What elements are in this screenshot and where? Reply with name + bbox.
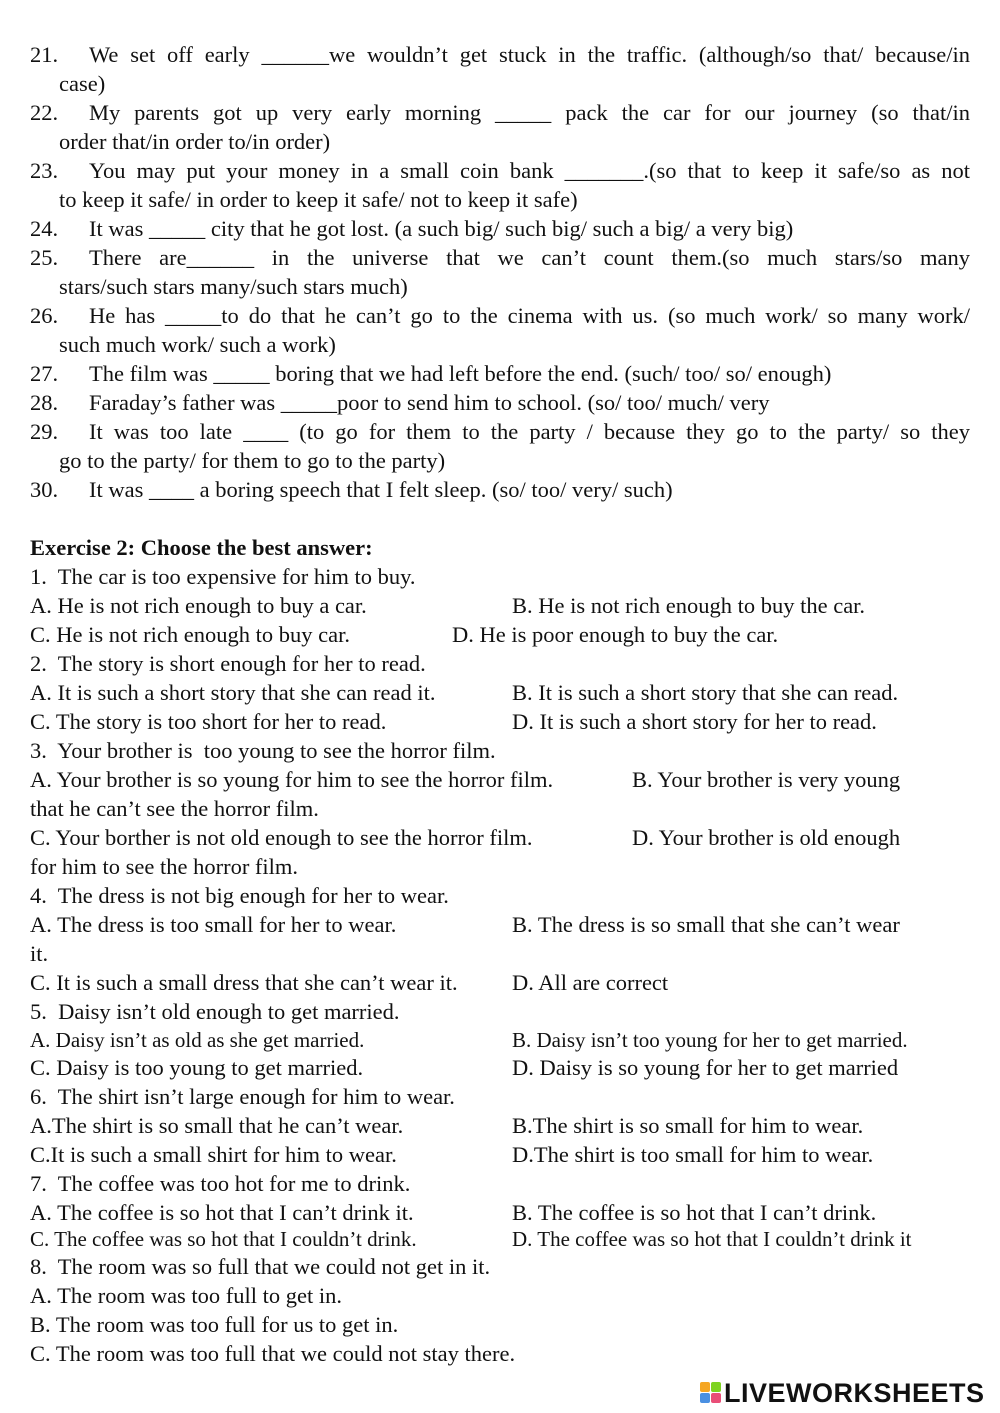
option-d-continued: for him to see the horror film. xyxy=(30,854,299,879)
logo-text: LIVEWORKSHEETS xyxy=(724,1377,985,1408)
question-7: 7. The coffee was too hot for me to drink. xyxy=(30,1171,411,1196)
option-b: B. The room was too full for us to get in. xyxy=(30,1312,399,1337)
item-number: 23. xyxy=(30,158,59,183)
option-b-continued: it. xyxy=(30,941,49,966)
item-number: 27. xyxy=(30,361,59,386)
item-number: 26. xyxy=(30,303,59,328)
item-number: 24. xyxy=(30,216,59,241)
question-2: 2. The story is short enough for her to read. xyxy=(30,651,426,676)
item-text-continued: order that/in order to/in order) xyxy=(59,129,331,154)
item-text: The film was _____ boring that we had left before the end. (such/ too/ so/ enough) xyxy=(89,361,832,386)
item-number: 28. xyxy=(30,390,59,415)
item-text: It was ____ a boring speech that I felt sleep. (so/ too/ very/ such) xyxy=(89,477,673,502)
item-text: We set off early ______we wouldn’t get stuck in the traffic. (although/so that/ because/in xyxy=(89,42,970,67)
item-number: 22. xyxy=(30,100,59,125)
option-a: A. The coffee is so hot that I can’t drink it. xyxy=(30,1200,414,1225)
option-a: A. Your brother is so young for him to see the horror film. xyxy=(30,767,554,792)
question-6: 6. The shirt isn’t large enough for him to wear. xyxy=(30,1084,455,1109)
question-1: 1. The car is too expensive for him to buy. xyxy=(30,564,416,589)
item-text: There are______ in the universe that we can’t count them.(so much stars/so many xyxy=(89,245,970,270)
item-number: 29. xyxy=(30,419,59,444)
option-a: A. The room was too full to get in. xyxy=(30,1283,343,1308)
option-d: D. The coffee was so hot that I couldn’t drink it xyxy=(512,1227,912,1251)
item-text: My parents got up very early morning _____ pack the car for our journey (so that/in xyxy=(89,100,970,125)
option-a: A. Daisy isn’t as old as she get married. xyxy=(30,1028,365,1052)
option-c: C. He is not rich enough to buy car. xyxy=(30,622,350,647)
option-d: D.The shirt is too small for him to wear. xyxy=(512,1142,874,1167)
item-number: 30. xyxy=(30,477,59,502)
logo-mark-icon xyxy=(700,1382,722,1404)
question-4: 4. The dress is not big enough for her to wear. xyxy=(30,883,449,908)
question-3: 3. Your brother is too young to see the horror film. xyxy=(30,738,496,763)
question-5: 5. Daisy isn’t old enough to get married. xyxy=(30,999,400,1024)
item-text: He has _____to do that he can’t go to the cinema with us. (so much work/ so many work/ xyxy=(89,303,970,328)
option-b: B. The coffee is so hot that I can’t drink. xyxy=(512,1200,877,1225)
option-b: B. Your brother is very young xyxy=(632,767,901,792)
option-a: A. It is such a short story that she can read it. xyxy=(30,680,436,705)
option-b: B.The shirt is so small for him to wear. xyxy=(512,1113,864,1138)
item-number: 25. xyxy=(30,245,59,270)
item-text: It was too late ____ (to go for them to the party / because they go to the party/ so they xyxy=(89,419,970,444)
exercise-2-heading: Exercise 2: Choose the best answer: xyxy=(30,535,373,560)
option-d: D. Your brother is old enough xyxy=(632,825,901,850)
liveworksheets-logo[interactable] xyxy=(700,1378,985,1408)
item-text-continued: such much work/ such a work) xyxy=(59,332,336,357)
option-c: C. The coffee was so hot that I couldn’t drink. xyxy=(30,1227,417,1251)
option-a: A. The dress is too small for her to wear. xyxy=(30,912,397,937)
item-text: Faraday’s father was _____poor to send him to school. (so/ too/ much/ very xyxy=(89,390,770,415)
option-b: B. Daisy isn’t too young for her to get married. xyxy=(512,1028,908,1052)
option-c: C. It is such a small dress that she can’t wear it. xyxy=(30,970,458,995)
item-text: It was _____ city that he got lost. (a such big/ such big/ such a big/ a very big) xyxy=(89,216,794,241)
option-c: C. Your borther is not old enough to see the horror film. xyxy=(30,825,533,850)
item-text-continued: stars/such stars many/such stars much) xyxy=(59,274,408,299)
option-c: C.It is such a small shirt for him to wear. xyxy=(30,1142,397,1167)
option-b: B. The dress is so small that she can’t wear xyxy=(512,912,900,937)
option-c: C. The room was too full that we could not stay there. xyxy=(30,1341,516,1366)
option-b-continued: that he can’t see the horror film. xyxy=(30,796,319,821)
option-a: A. He is not rich enough to buy a car. xyxy=(30,593,367,618)
option-d: D. All are correct xyxy=(512,970,669,995)
option-d: D. He is poor enough to buy the car. xyxy=(452,622,779,647)
option-c: C. The story is too short for her to read. xyxy=(30,709,387,734)
option-d: D. Daisy is so young for her to get married xyxy=(512,1055,899,1080)
item-text-continued: go to the party/ for them to go to the party) xyxy=(59,448,446,473)
item-text-continued: case) xyxy=(59,71,106,96)
option-d: D. It is such a short story for her to read. xyxy=(512,709,877,734)
option-b: B. It is such a short story that she can read. xyxy=(512,680,899,705)
item-text: You may put your money in a small coin bank _______.(so that to keep it safe/so as not xyxy=(89,158,970,183)
question-8: 8. The room was so full that we could not get in it. xyxy=(30,1254,491,1279)
option-a: A.The shirt is so small that he can’t wear. xyxy=(30,1113,404,1138)
option-c: C. Daisy is too young to get married. xyxy=(30,1055,364,1080)
item-text-continued: to keep it safe/ in order to keep it safe/ not to keep it safe) xyxy=(59,187,578,212)
option-b: B. He is not rich enough to buy the car. xyxy=(512,593,866,618)
item-number: 21. xyxy=(30,42,59,67)
